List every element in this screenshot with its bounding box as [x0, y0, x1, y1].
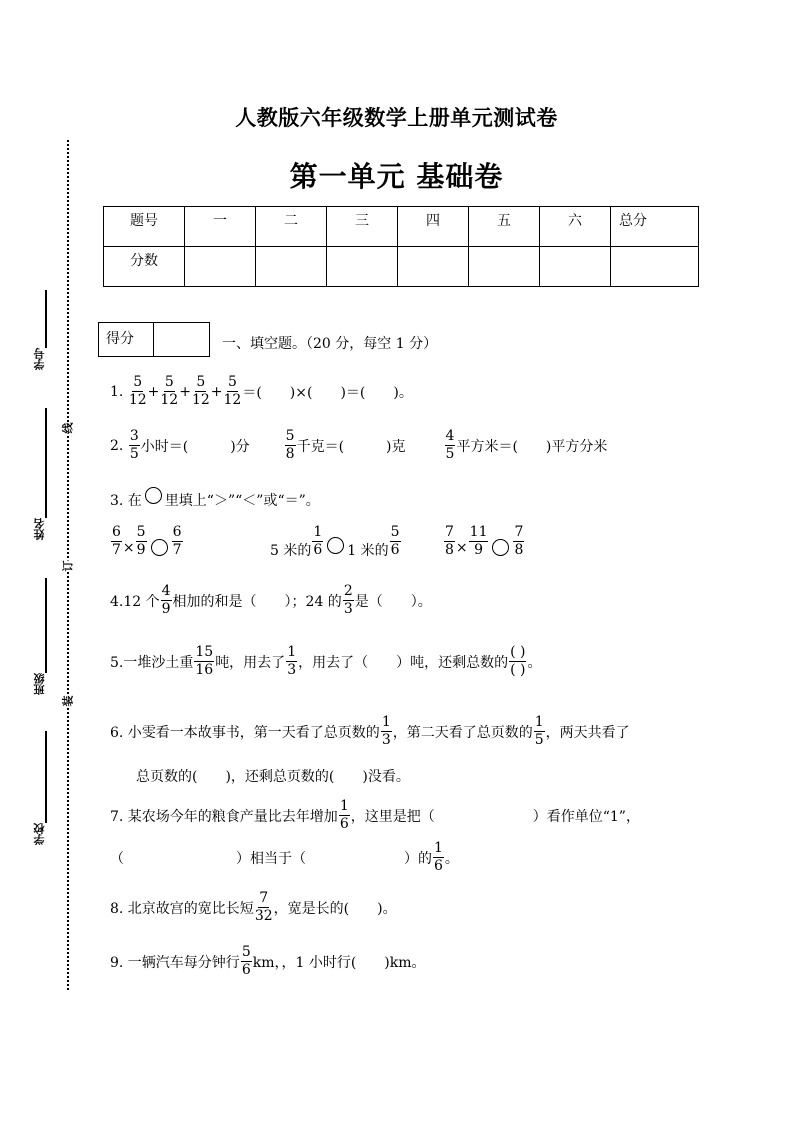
question-text: 3. 在 — [110, 493, 142, 509]
school-line — [45, 731, 47, 823]
question-text: 7. 某农场今年的粮食产量比去年增加 — [110, 808, 338, 825]
answer-blank[interactable]: 小时＝( )分 — [140, 438, 250, 455]
question-text: ，第二天看了总页数的 — [392, 724, 533, 741]
question-4: 4.12 个 $\frac{4}{9}$ 相加的和是（ ）；24 的 $\frac{2}{3}$ 是（ ）。 — [110, 583, 432, 617]
binding-mark-zhuang: 装 — [61, 695, 75, 707]
answer-blank[interactable]: ，这里是把（ ）看作单位“1”， — [350, 808, 640, 825]
table-row-question-numbers — [104, 207, 699, 247]
question-8: 8. 北京故宫的宽比长短 $\frac{7}{32}$ ，宽是长的( )。 — [110, 890, 397, 924]
question-text: 4.12 个 — [110, 593, 160, 610]
plus-sign: + — [210, 383, 223, 400]
name-label: 姓名 — [33, 518, 46, 540]
score-cell[interactable] — [540, 247, 611, 287]
school-label: 学校 — [33, 823, 46, 845]
text: 1 米的 — [347, 542, 389, 559]
question-text: 。 — [527, 654, 542, 671]
table-header-cell: 五 — [469, 207, 540, 247]
compare-circle[interactable] — [327, 537, 344, 554]
fraction: $\frac{4}{5}$ — [445, 428, 455, 462]
score-cell[interactable] — [611, 247, 699, 287]
question-text: 。 — [444, 850, 459, 867]
class-line — [45, 578, 47, 673]
question-5: 5.一堆沙土重 $\frac{15}{16}$ 吨，用去了 $\frac{1}{3}$ ，用去了（ ）吨，还剩总数的 $\frac{( )}{( )}$ 。 — [110, 644, 542, 678]
answer-blank[interactable]: 相加的和是（ ）；24 的 — [172, 593, 342, 610]
student-id-line — [45, 290, 47, 348]
name-line — [45, 408, 47, 518]
answer-blank[interactable]: ，用去了（ ）吨，还剩总数的 — [298, 654, 509, 671]
fraction: $\frac{5}{8}$ — [285, 428, 295, 462]
fraction: $\frac{5}{12}$ — [128, 374, 147, 408]
table-cell: 分数 — [104, 247, 185, 287]
answer-blanks[interactable]: ＝( )×( )＝( )。 — [242, 384, 413, 401]
score-box-value[interactable] — [154, 323, 209, 356]
answer-blank[interactable]: （ ）相当于（ ）的 — [110, 850, 432, 867]
question-text: 5.一堆沙土重 — [110, 654, 194, 671]
question-text: 6. 小雯看一本故事书，第一天看了总页数的 — [110, 724, 380, 741]
table-header-cell: 总分 — [611, 207, 699, 247]
fraction: $\frac{5}{12}$ — [160, 374, 179, 408]
score-table — [103, 206, 699, 287]
question-2 — [110, 428, 607, 463]
circle-icon — [145, 487, 162, 504]
question-1 — [110, 374, 413, 409]
table-row-scores — [104, 247, 699, 287]
compare-item-2: 5 米的 $\frac{1}{6}$ 1 米的 $\frac{5}{6}$ — [270, 524, 400, 559]
question-number: 2. — [110, 437, 124, 454]
question-text: 9. 一辆汽车每分钟行 — [110, 954, 240, 971]
table-header-cell: 三 — [327, 207, 398, 247]
fraction: $\frac{5}{12}$ — [191, 374, 210, 408]
plus-sign: + — [179, 383, 191, 400]
class-label: 班级 — [33, 673, 46, 695]
score-cell[interactable] — [185, 247, 256, 287]
question-7: 7. 某农场今年的粮食产量比去年增加 $\frac{1}{6}$ ，这里是把（ ）看作单位“1”， — [110, 798, 640, 832]
compare-circle[interactable] — [151, 539, 168, 556]
question-text: 吨，用去了 — [215, 654, 286, 671]
question-6: 6. 小雯看一本故事书，第一天看了总页数的 $\frac{1}{3}$ ，第二天看了总页数的 $\frac{1}{5}$ ，两天共看了 — [110, 714, 630, 748]
question-number: 1. — [110, 383, 124, 400]
question-3 — [110, 490, 320, 510]
question-text: 里填上“＞”“＜”或“＝”。 — [164, 493, 320, 509]
section-heading: 一、填空题。（20 分，每空 1 分） — [222, 336, 438, 352]
answer-blank[interactable]: 千克＝( )克 — [296, 438, 406, 455]
score-cell[interactable] — [398, 247, 469, 287]
fraction: $\frac{3}{5}$ — [129, 428, 139, 462]
compare-item-3: $\frac{7}{8}$ × $\frac{11}{9}$ $\frac{7}{8}$ — [445, 524, 524, 558]
score-cell[interactable] — [469, 247, 540, 287]
exam-subtitle: 第一单元 基础卷 — [289, 160, 504, 193]
fraction: $\frac{5}{12}$ — [223, 374, 242, 408]
times-sign: × — [455, 539, 468, 556]
question-6-line-2[interactable]: 总页数的( )，还剩总页数的( )没看。 — [136, 769, 410, 785]
plus-sign: + — [147, 383, 160, 400]
table-header-cell: 六 — [540, 207, 611, 247]
answer-blank[interactable]: ，宽是长的( )。 — [273, 900, 397, 917]
question-9: 9. 一辆汽车每分钟行 $\frac{5}{6}$ km，，1 小时行( )km。 — [110, 944, 426, 978]
answer-blank[interactable]: km，，1 小时行( )km。 — [252, 954, 426, 971]
compare-circle[interactable] — [492, 539, 509, 556]
compare-item-1: $\frac{6}{7}$ × $\frac{5}{9}$ $\frac{6}{7}$ — [112, 524, 182, 558]
score-box-label: 得分 — [99, 323, 154, 356]
binding-mark-xian: 线 — [61, 422, 75, 434]
exam-title: 人教版六年级数学上册单元测试卷 — [235, 105, 558, 130]
question-text: ，两天共看了 — [545, 724, 630, 741]
answer-blank[interactable]: 平方米＝( )平方分米 — [456, 438, 608, 455]
section-score-box — [98, 322, 210, 357]
score-cell[interactable] — [256, 247, 327, 287]
table-header-cell: 题号 — [104, 207, 185, 247]
question-7-line-2: （ ）相当于（ ）的 $\frac{1}{6}$ 。 — [110, 840, 459, 874]
binding-mark-ding: 订 — [61, 560, 75, 572]
text: 5 米的 — [270, 542, 312, 559]
question-text: 8. 北京故宫的宽比长短 — [110, 900, 254, 917]
blank-fraction[interactable]: $\frac{( )}{( )}$ — [510, 644, 526, 678]
answer-blank[interactable]: 是（ ）。 — [354, 593, 432, 610]
score-cell[interactable] — [327, 247, 398, 287]
table-header-cell: 二 — [256, 207, 327, 247]
times-sign: × — [122, 539, 135, 556]
table-header-cell: 四 — [398, 207, 469, 247]
student-id-label: 学号 — [33, 348, 46, 370]
table-header-cell: 一 — [185, 207, 256, 247]
